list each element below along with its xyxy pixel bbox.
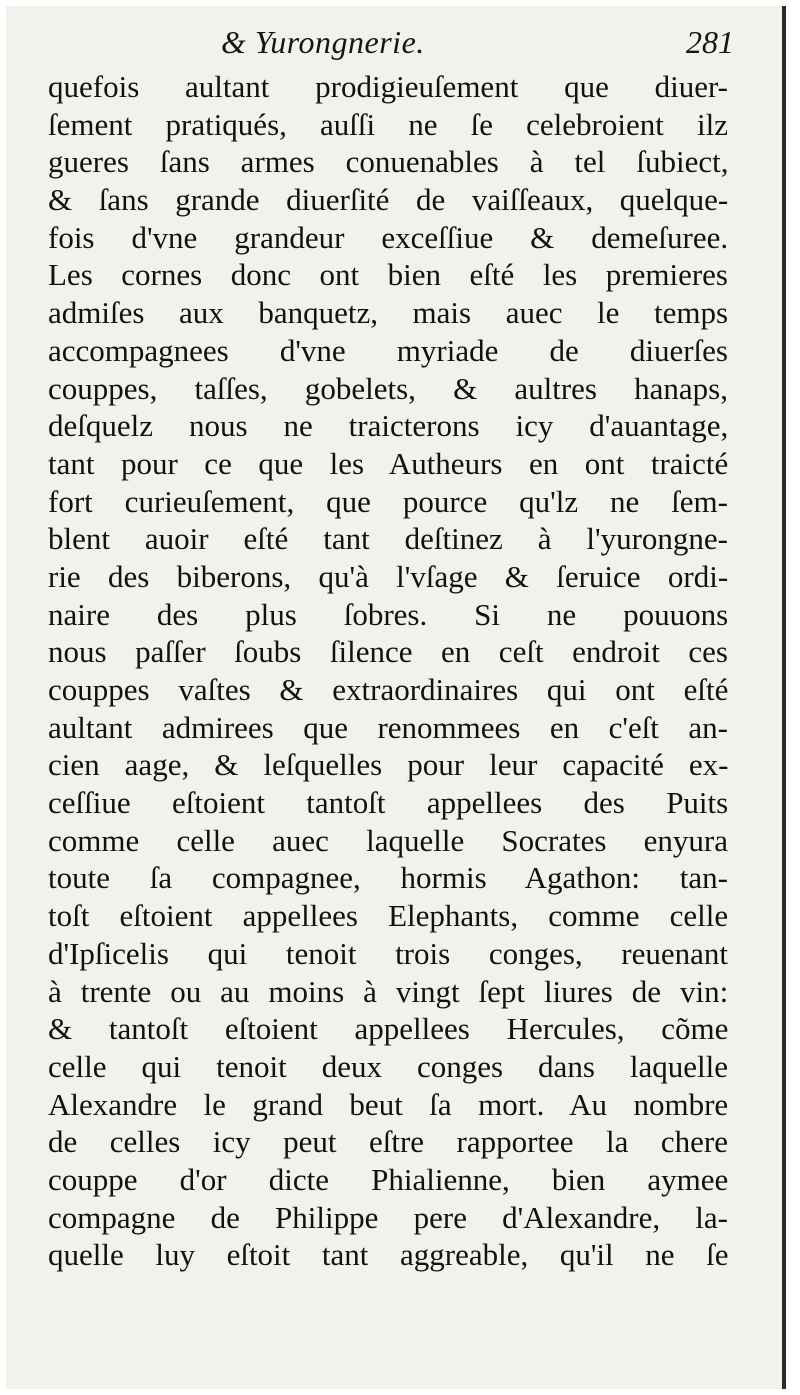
text-line: à trente ou au moins à vingt ſept liures de vin: [48, 973, 728, 1009]
text-line: toute ſa compagnee, hormis Agathon: tan- [48, 860, 728, 896]
text-line: gueres ſans armes conuenables à tel ſubiect, [48, 144, 728, 180]
text-line: nous paſſer ſoubs ſilence en ceſt endroit ces [48, 634, 728, 670]
text-line: aultant admirees que renommees en c'eſt an- [48, 709, 728, 745]
text-line: Alexandre le grand beut ſa mort. Au nombre [48, 1086, 728, 1122]
text-line: couppes, taſſes, gobelets, & aultres hanaps, [48, 370, 728, 406]
page-header [6, 24, 782, 64]
text-line: tant pour ce que les Autheurs en ont traicté [48, 445, 728, 481]
text-line: Les cornes donc ont bien eſté les premieres [48, 257, 728, 293]
text-line: blent auoir eſté tant deſtinez à l'yurongne- [48, 521, 728, 557]
text-line: de celles icy peut eſtre rapportee la chere [48, 1124, 728, 1160]
text-line: rie des biberons, qu'à l'vſage & ſeruice ordi- [48, 558, 728, 594]
text-line: fois d'vne grandeur exceſſiue & demeſuree. [48, 219, 728, 255]
text-line: quelle luy eſtoit tant aggreable, qu'il ne ſe [48, 1237, 728, 1273]
text-line: admiſes aux banquetz, mais auec le temps [48, 295, 728, 331]
text-line: d'Ipſicelis qui tenoit trois conges, reuenant [48, 935, 728, 971]
text-line: quefois aultant prodigieuſement que diuer- [48, 69, 728, 104]
running-title: & Yurongnerie. [221, 24, 425, 60]
text-line: ſement pratiqués, auſſi ne ſe celebroient ilz [48, 106, 728, 142]
text-line: & ſans grande diuerſité de vaiſſeaux, quelque- [48, 182, 728, 218]
text-line: toſt eſtoient appellees Elephants, comme celle [48, 898, 728, 934]
text-line: comme celle auec laquelle Socrates enyura [48, 822, 728, 858]
book-page [6, 6, 786, 1389]
text-line: naire des plus ſobres. Si ne pouuons [48, 596, 728, 632]
page-number: 281 [686, 24, 734, 60]
text-line: & tantoſt eſtoient appellees Hercules, cõme [48, 1011, 728, 1047]
text-line: ceſſiue eſtoient tantoſt appellees des Puits [48, 785, 728, 821]
text-line: fort curieuſement, que pource qu'lz ne ſem- [48, 483, 728, 519]
text-line: cien aage, & leſquelles pour leur capacité ex- [48, 747, 728, 783]
body-text [48, 68, 728, 1274]
text-line: couppes vaſtes & extraordinaires qui ont eſté [48, 672, 728, 707]
text-line: compagne de Philippe pere d'Alexandre, la- [48, 1199, 728, 1235]
text-line: celle qui tenoit deux conges dans laquelle [48, 1048, 728, 1084]
text-line: couppe d'or dicte Phialienne, bien aymee [48, 1161, 728, 1197]
text-line: accompagnees d'vne myriade de diuerſes [48, 332, 728, 368]
text-line: deſquelz nous ne traicterons icy d'auantage, [48, 408, 728, 444]
